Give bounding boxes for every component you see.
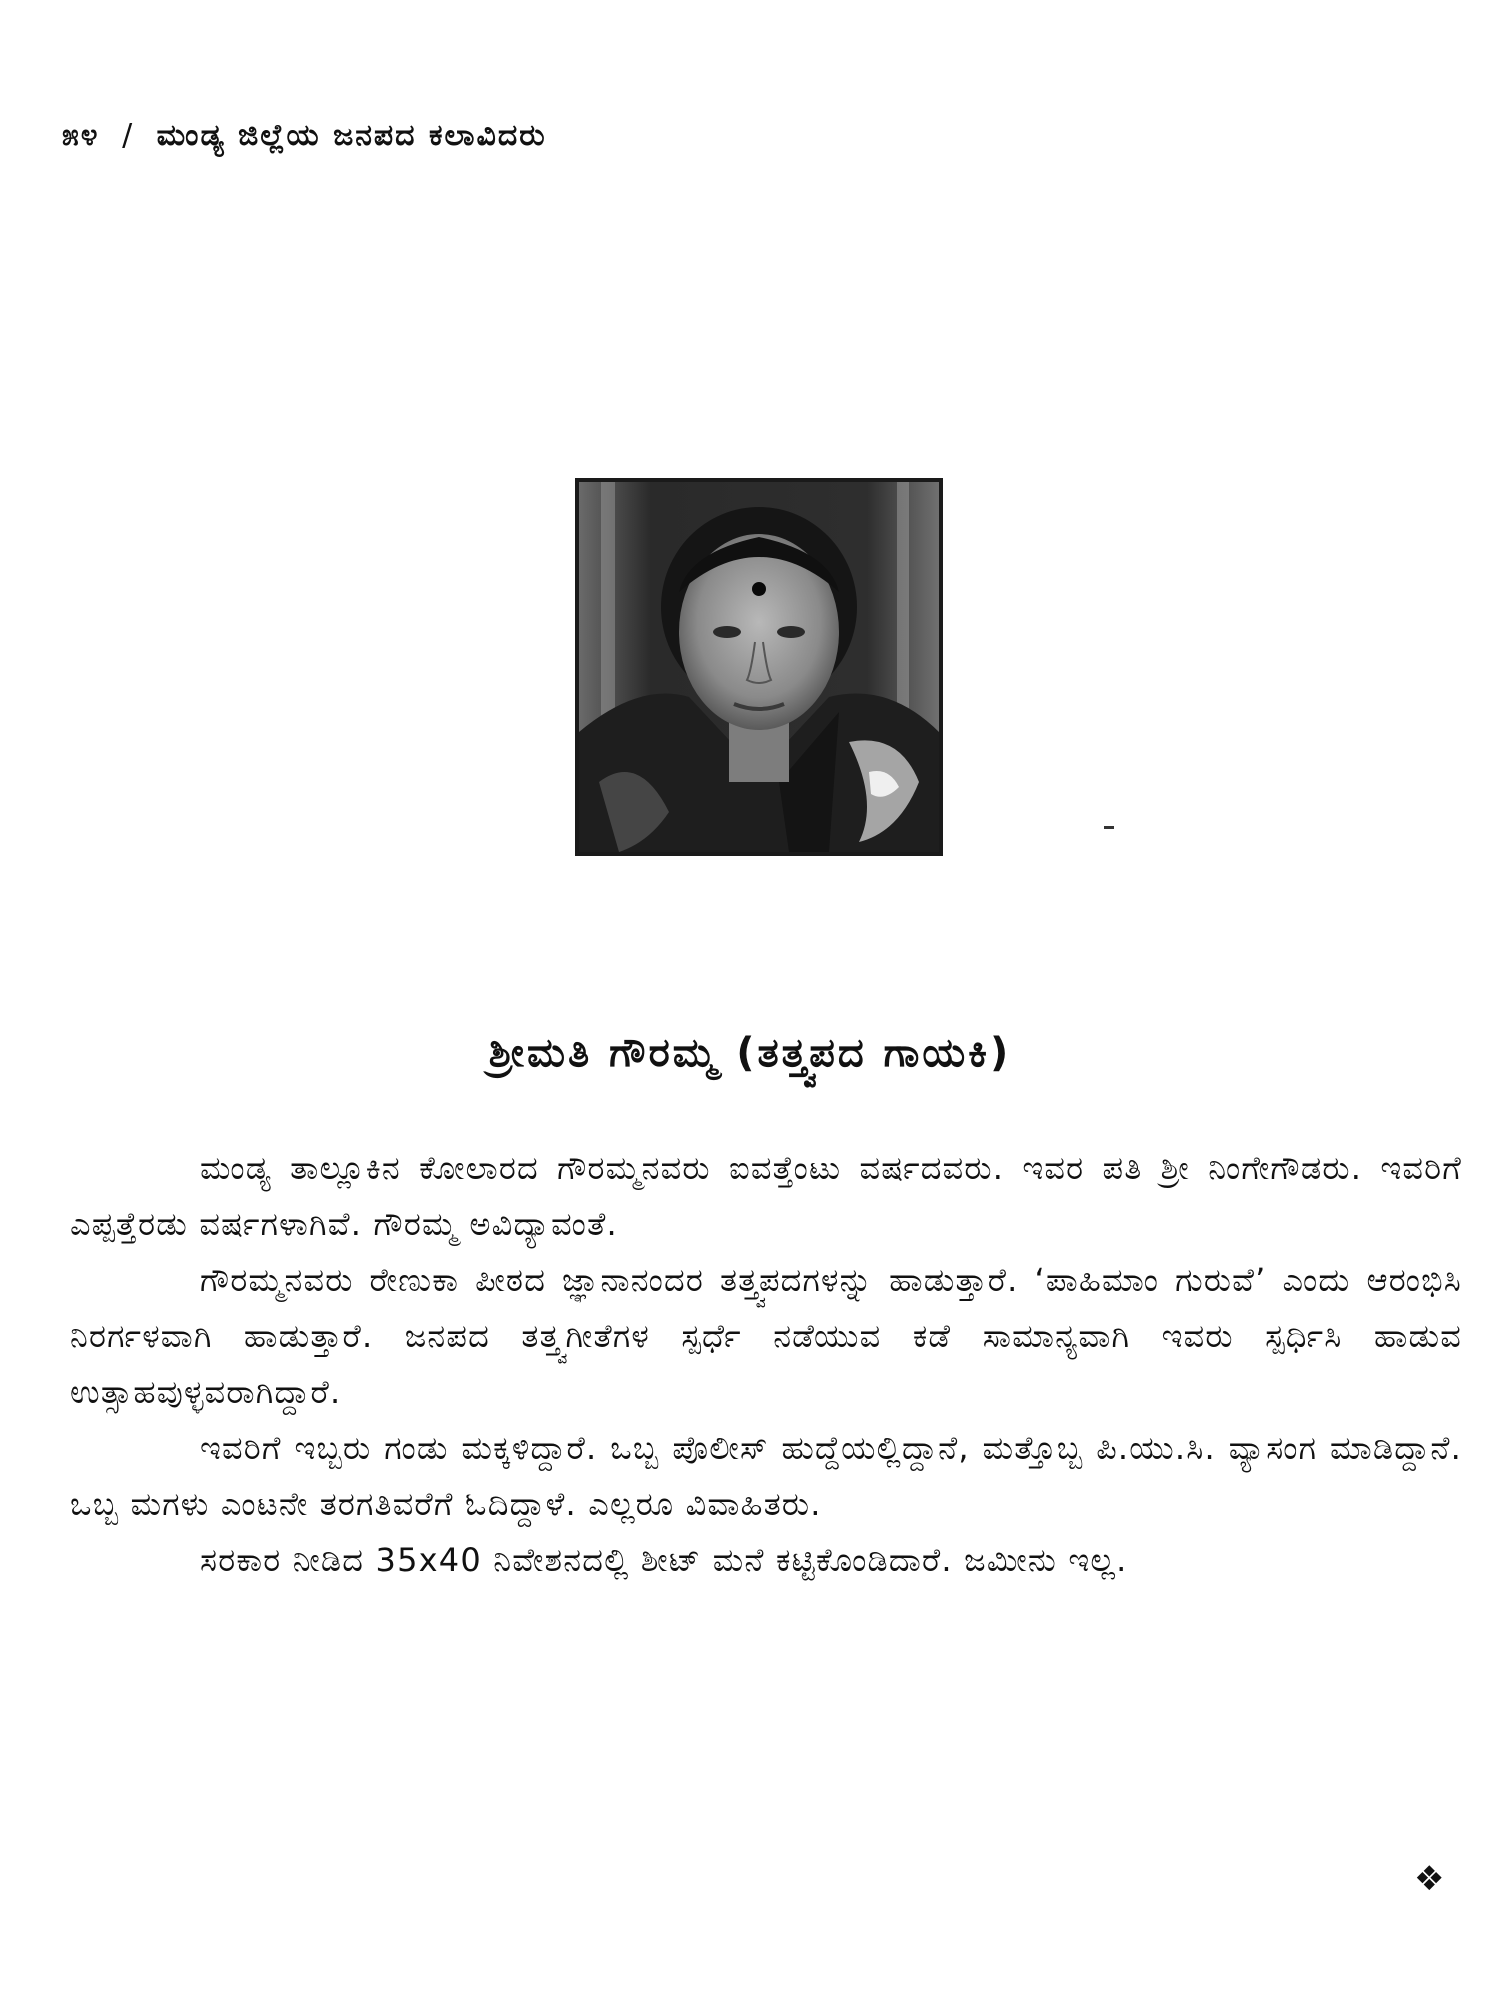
paragraph-2: ಗೌರಮ್ಮನವರು ರೇಣುಕಾ ಪೀಠದ ಜ್ಞಾನಾನಂದರ ತತ್ತ್ವಪದಗಳನ್ನು ಹಾಡುತ್ತಾರೆ. ‘ಪಾಹಿಮಾಂ ಗುರುವೆ’ ಎಂದು ಆರಂಭಿಸಿ ನಿರರ್ಗಳವಾಗಿ ಹಾಡುತ್ತಾರೆ. ಜನಪದ ತತ್ತ್ವಗೀತೆಗಳ ಸ್ಪರ್ಧೆ ನಡೆಯುವ ಕಡೆ ಸಾಮಾನ್ಯವಾಗಿ ಇವರು ಸ್ಪರ್ಧಿಸಿ ಹಾಡುವ ಉತ್ಸಾಹವುಳ್ಳವರಾಗಿದ್ದಾರೆ. xyxy=(70,1261,1462,1411)
paragraph-3: ಇವರಿಗೆ ಇಬ್ಬರು ಗಂಡು ಮಕ್ಕಳಿದ್ದಾರೆ. ಒಬ್ಬ ಪೊಲೀಸ್ ಹುದ್ದೆಯಲ್ಲಿದ್ದಾನೆ, ಮತ್ತೊಬ್ಬ ಪಿ.ಯು.ಸಿ. ವ್ಯಾಸಂಗ ಮಾಡಿದ್ದಾನೆ. ಒಬ್ಬ ಮಗಳು ಎಂಟನೇ ತರಗತಿವರೆಗೆ ಓದಿದ್ದಾಳೆ. ಎಲ್ಲರೂ ವಿವಾಹಿತರು. xyxy=(70,1429,1462,1523)
end-ornament-icon: ❖ xyxy=(1414,1859,1445,1899)
portrait-photo xyxy=(575,478,943,856)
book-title: ಮಂಡ್ಯ ಜಿಲ್ಲೆಯ ಜನಪದ ಕಲಾವಿದರು xyxy=(156,118,547,153)
article-title: ಶ್ರೀಮತಿ ಗೌರಮ್ಮ (ತತ್ತ್ವಪದ ಗಾಯಕಿ) xyxy=(488,1030,1012,1076)
header-separator: / xyxy=(122,118,135,153)
print-speck xyxy=(1104,826,1114,829)
portrait-image xyxy=(579,482,939,852)
paragraph-4: ಸರಕಾರ ನೀಡಿದ 35x40 ನಿವೇಶನದಲ್ಲಿ ಶೀಟ್ ಮನೆ ಕಟ್ಟಿಕೊಂಡಿದಾರೆ. ಜಮೀನು ಇಲ್ಲ. xyxy=(200,1541,1128,1579)
article-body xyxy=(70,1140,1462,1588)
running-header xyxy=(62,118,547,153)
page-number: ೫೪ xyxy=(62,118,100,153)
paragraph-1: ಮಂಡ್ಯ ತಾಲ್ಲೂಕಿನ ಕೋಲಾರದ ಗೌರಮ್ಮನವರು ಐವತ್ತೆಂಟು ವರ್ಷದವರು. ಇವರ ಪತಿ ಶ್ರೀ ನಿಂಗೇಗೌಡರು. ಇವರಿಗೆ ಎಪ್ಪತ್ತೆರಡು ವರ್ಷಗಳಾಗಿವೆ. ಗೌರಮ್ಮ ಅವಿದ್ಯಾವಂತೆ. xyxy=(70,1149,1462,1243)
